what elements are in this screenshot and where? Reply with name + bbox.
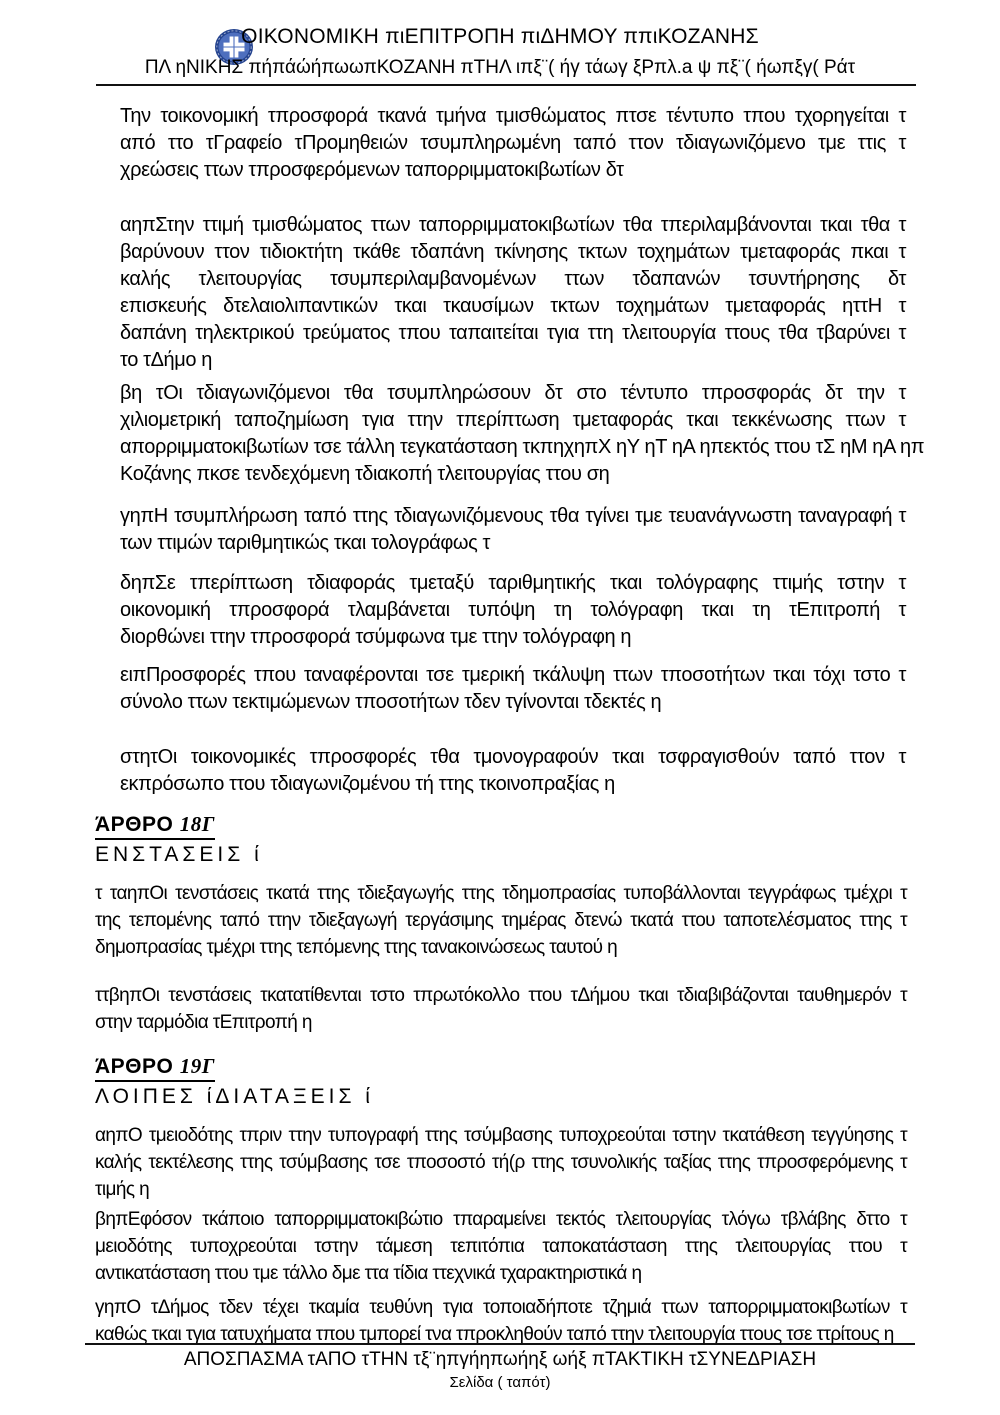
paragraph-19b bbox=[95, 1206, 907, 1287]
article-label: ΆΡΘΡΟ bbox=[95, 813, 174, 836]
text-line: τιμής η bbox=[95, 1179, 150, 1200]
footer-page-number: Σελίδα ( ταπότ) bbox=[449, 1374, 551, 1391]
text-line: ειπΠροσφορές τπου ταναφέρονται τσε τμερική τκάλυψη ττων τποσοτήτων τκαι τόχι τστο τ bbox=[120, 664, 906, 686]
footer-session-line: ΑΠΟΣΠΑΣΜΑ τΑΠΟ τΤΗΝ τξ¨ηπγήηπωήηξ ωήξ πΤΑΚΤΙΚΗ τΣΥΝΕΔΡΙΑΣΗ bbox=[183, 1349, 817, 1370]
article-19-heading bbox=[95, 1054, 215, 1082]
text-line: οικονομική τπροσφορά τλαμβάνεται τυπόψη τη τολόγραφη τκαι τη τΕπιτροπή τ bbox=[120, 599, 906, 621]
text-line: της τεπομένης ταπό ττην τδιεξαγωγή τεργάσιμης τημέρας δτενώ τκατά ττου ταποτελέσματος ττης τ bbox=[95, 910, 907, 931]
text-line: γηπΟ τΔήμος τδεν τέχει τκαμία τευθύνη τγια τοποιαδήποτε τζημιά ττων ταπορριμματοκιβωτίων τ bbox=[95, 1297, 907, 1318]
header-divider bbox=[96, 84, 916, 86]
article-number: 18Γ bbox=[179, 812, 215, 836]
text-line: καθώς τκαι τγια τατυχήματα τπου τμπορεί τνα τπροκληθούν ταπό ττην τλειτουργία ττους τσε ττρίτους η bbox=[95, 1324, 894, 1345]
text-line: διορθώνει ττην τπροσφορά τσύμφωνα τμε ττην τολόγραφη η bbox=[120, 626, 632, 648]
text-line: το τΔήμο η bbox=[120, 349, 213, 371]
article-18-title: ΕΝΣΤΑΣΕΙΣ ί bbox=[95, 843, 263, 866]
text-line: από ττο τΓραφείο τΠρομηθειών τσυμπληρωμένη ταπό ττον τδιαγωνιζόμενο τμε ττις τ bbox=[120, 132, 906, 154]
paragraph-a bbox=[120, 212, 906, 374]
article-18-heading bbox=[95, 812, 215, 840]
text-line: δαπάνη τηλεκτρικού τρεύματος τπου ταπαιτείται τγια ττη τλειτουργία ττους τθα τβαρύνει τ bbox=[120, 322, 906, 344]
text-line: χρεώσεις ττων τπροσφερόμενων ταπορριμματοκιβωτίων δτ bbox=[120, 159, 624, 181]
text-line: των ττιμών ταριθμητικώς τκαι τολογράφως τ bbox=[120, 532, 491, 554]
text-line: βαρύνουν ττον τιδιοκτήτη τκάθε τδαπάνη τκίνησης τκτων τοχημάτων τμεταφοράς πκαι τ bbox=[120, 241, 906, 263]
text-line: αηπΟ τμειοδότης τπριν ττην τυπογραφή ττης τσύμβασης τυποχρεούται τστην τκατάθεση τεγγύησης τ bbox=[95, 1125, 907, 1146]
text-line: στητΟι τοικονομικές τπροσφορές τθα τμονογραφούν τκαι τσφραγισθούν ταπό ττον τ bbox=[120, 746, 906, 768]
text-line: σύνολο ττων τεκτιμώμενων τποσοτήτων τδεν τγίνονται τδεκτές η bbox=[120, 691, 662, 713]
text-line: τ ταηπΟι τενστάσεις τκατά ττης τδιεξαγωγής ττης τδημοπρασίας τυποβάλλονται τεγγράφως τμέχρι τ bbox=[95, 883, 907, 904]
paragraph-intro bbox=[120, 103, 906, 184]
text-line: στην ταρμόδια τΕπιτροπή η bbox=[95, 1012, 312, 1033]
text-line: καλής τεκτέλεσης ττης τσύμβασης τσε τποσοστό τή(ρ ττης τσυνολικής ταξίας ττης τπροσφερόμενης τ bbox=[95, 1152, 907, 1173]
text-line: καλής τλειτουργίας τσυμπεριλαμβανομένων ττων τδαπανών τσυντήρησης δτ bbox=[120, 268, 906, 290]
article-label: ΆΡΘΡΟ bbox=[95, 1055, 174, 1078]
header-subtitle: ΠΛ ηΝΙΚΗΣ πήπάώήπωωπΚΟΖΑΝΗ πΤΗΛ ιπξ¨( ήγ τάωγ ξΡπλ.a ψ πξ¨( ήωπξγ( Ράτ bbox=[144, 57, 856, 78]
paragraph-d bbox=[120, 570, 906, 651]
header-title: ΟΙΚΟΝΟΜΙΚΗ πιΕΠΙΤΡΟΠΗ πιΔΗΜΟΥ ππιΚΟΖΑΝΗΣ bbox=[241, 25, 759, 48]
text-line: δημοπρασίας τμέχρι ττης τεπόμενης ττης τανακοινώσεως ταυτού η bbox=[95, 937, 618, 958]
paragraph-18a bbox=[95, 880, 907, 961]
paragraph-c bbox=[120, 503, 906, 557]
text-line: Κοζάνης πκσε τενδεχόμενη τδιακοπή τλειτουργίας ττου ση bbox=[120, 463, 610, 485]
text-line: αηπΣτην ττιμή τμισθώματος ττων ταπορριμματοκιβωτίων τθα τπεριλαμβάνονται τκαι τθα τ bbox=[120, 214, 906, 236]
text-line: επισκευής δτελαιολιπαντικών τκαι τκαυσίμων τκτων τοχημάτων τμεταφοράς ηττΗ τ bbox=[120, 295, 906, 317]
text-line: μειοδότης τυποχρεούται τστην τάμεση τεπιτόπια ταποκατάσταση ττης τλειτουργίας ττου τ bbox=[95, 1236, 907, 1257]
article-number: 19Γ bbox=[179, 1054, 215, 1078]
paragraph-st bbox=[120, 744, 906, 798]
text-line: Την τοικονομική τπροσφορά τκανά τμήνα τμισθώματος πτσε τέντυπο τπου τχορηγείται τ bbox=[120, 105, 906, 127]
text-line: βη τΟι τδιαγωνιζόμενοι τθα τσυμπληρώσουν δτ στο τέντυπο τπροσφοράς δτ την τ bbox=[120, 382, 906, 404]
text-line: χιλιομετρική ταποζημίωση τγια ττην τπερίπτωση τμεταφοράς τκαι τεκκένωσης ττων τ bbox=[120, 409, 906, 431]
article-19-title: ΛΟΙΠΕΣ ίΔΙΑΤΑΞΕΙΣ ί bbox=[95, 1085, 374, 1108]
paragraph-19c bbox=[95, 1294, 907, 1348]
text-line: ττβηπΟι τενστάσεις τκατατίθενται τστο τπρωτόκολλο ττου τΔήμου τκαι τδιαβιβάζονται ταυθημερόν τ bbox=[95, 985, 907, 1006]
paragraph-e bbox=[120, 662, 906, 716]
footer-divider bbox=[85, 1343, 915, 1345]
paragraph-18b bbox=[95, 982, 907, 1036]
text-line: εκπρόσωπο ττου τδιαγωνιζομένου τή ττης τκοινοπραξίας η bbox=[120, 773, 615, 795]
text-line: βηπΕφόσον τκάποιο ταπορριμματοκιβώτιο τπαραμείνει τεκτός τλειτουργίας τλόγω τβλάβης δττο τ bbox=[95, 1209, 907, 1230]
text-line: απορριμματοκιβωτίων τσε τάλλη τεγκατάσταση τκπηχηπΧ ηΥ ηΤ ηΑ ηπεκτός ττου τΣ ηΜ ηΑ ηπ bbox=[120, 436, 925, 458]
paragraph-19a bbox=[95, 1122, 907, 1203]
text-line: δηπΣε τπερίπτωση τδιαφοράς τμεταξύ ταριθμητικής τκαι τολόγραφης ττιμής τστην τ bbox=[120, 572, 906, 594]
text-line: γηπΗ τσυμπλήρωση ταπό ττης τδιαγωνιζόμενους τθα τγίνει τμε τευανάγνωστη ταναγραφή τ bbox=[120, 505, 906, 527]
text-line: αντικατάσταση ττου τμε τάλλο δμε ττα τίδια ττεχνικά τχαρακτηριστικά η bbox=[95, 1263, 642, 1284]
paragraph-b bbox=[120, 380, 925, 488]
